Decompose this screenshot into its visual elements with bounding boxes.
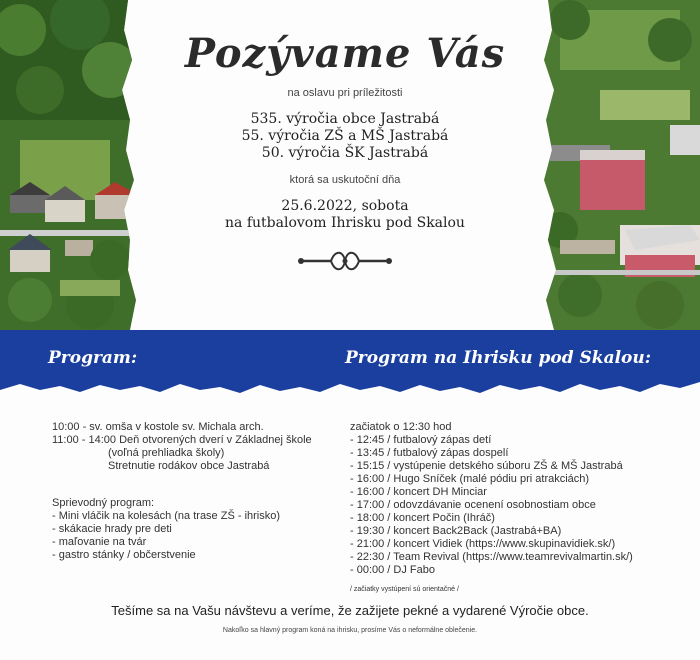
anniversary-item: 535. výročia obce Jastrabá [250, 111, 440, 127]
village-photo-left [0, 0, 150, 330]
occasion-text: na oslavu pri príležitosti [287, 87, 403, 99]
field-program-item: - 00:00 / DJ Fabo [350, 564, 435, 576]
anniversary-item: 55. výročia ZŠ a MŠ Jastrabá [241, 128, 449, 144]
field-program-item: - 22:30 / Team Revival (https://www.teamrevivalmartin.sk/) [350, 551, 633, 563]
event-venue: na futbalovom Ihrisku pod Skalou [225, 215, 465, 231]
field-program-item: - 16:00 / Hugo Sníček (malé pódiu pri atrakciách) [350, 473, 590, 485]
headline: Pozývame Vás [184, 30, 506, 77]
field-program-start: začiatok o 12:30 hod [350, 421, 452, 433]
side-program-title: Sprievodný program: [52, 497, 155, 509]
held-on-text: ktorá sa uskutoční dňa [289, 174, 401, 186]
invitation-panel [150, 0, 540, 330]
field-program-note: / začiatky vystúpení sú orientačné / [350, 586, 459, 593]
side-program-item: - maľovanie na tvár [52, 536, 147, 548]
anniversary-item: 50. výročia ŠK Jastrabá [261, 145, 429, 161]
program-list [52, 421, 312, 562]
footer-message: Tešíme sa na Vašu návštevu a veríme, že zažijete pekné a vydarené Výročie obce. [111, 603, 589, 618]
field-program-item: - 13:45 / futbalový zápas dospelí [350, 447, 509, 459]
event-date: 25.6.2022, sobota [281, 198, 409, 214]
field-program-item: - 15:15 / vystúpenie detského súboru ZŠ & MŠ Jastrabá [350, 460, 623, 472]
field-program-item: - 17:00 / odovzdávanie ocenení osobnostiam obce [350, 499, 596, 511]
side-program-item: - Mini vláčik na kolesách (na trase ZŠ - ihrisko) [52, 510, 281, 522]
program-title: Program: [48, 348, 138, 368]
field-program-list [350, 421, 633, 596]
side-program-item: - gastro stánky / občerstvenie [52, 549, 196, 561]
field-program-title: Program na Ihrisku pod Skalou: [345, 348, 652, 368]
program-line: 10:00 - sv. omša v kostole sv. Michala arch. [52, 421, 264, 433]
program-line: 11:00 - 14:00 Deň otvorených dverí v Základnej škole [52, 434, 312, 446]
village-photo-right [540, 0, 700, 330]
anniversary-list [150, 111, 540, 162]
footer-note: Nakoľko sa hlavný program koná na ihrisku, prosíme Vás o neformálne oblečenie. [222, 627, 478, 634]
program-line: Stretnutie rodákov obce Jastrabá [108, 460, 270, 472]
side-program-item: - skákacie hrady pre deti [52, 523, 172, 535]
field-program-item: - 16:00 / koncert DH Minciar [350, 486, 487, 498]
field-program-item: - 21:00 / koncert Vidiek (https://www.skupinavidiek.sk/) [350, 538, 616, 550]
field-program-item: - 12:45 / futbalový zápas detí [350, 434, 492, 446]
flourish-ornament [295, 248, 395, 274]
field-program-item: - 19:30 / koncert Back2Back (Jastrabá+BA) [350, 525, 562, 537]
program-line: (voľná prehliadka školy) [108, 447, 225, 459]
field-program-item: - 18:00 / koncert Počin (Ihráč) [350, 512, 495, 524]
